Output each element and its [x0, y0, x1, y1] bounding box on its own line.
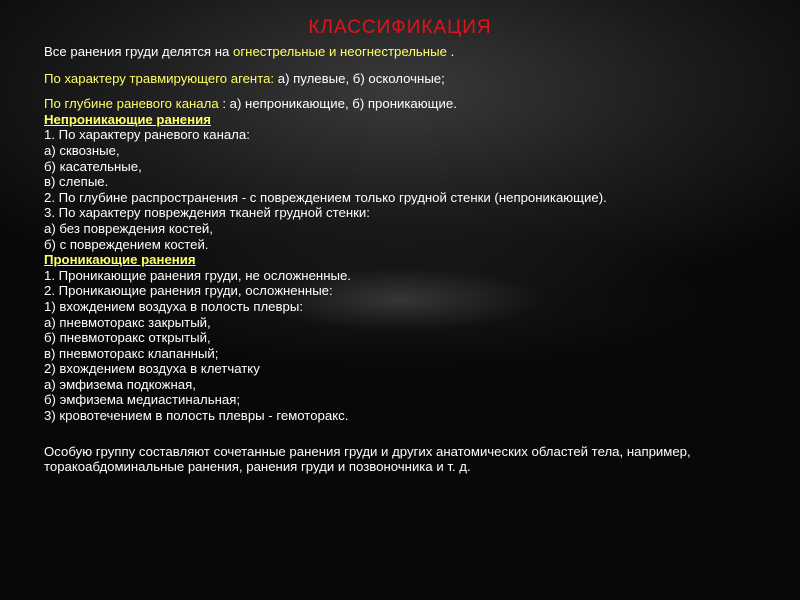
list-item: а) сквозные,: [44, 142, 120, 158]
list-item: 3. По характеру повреждения тканей грудной стенки:: [44, 205, 370, 221]
agent-text: а) пулевые, б) осколочные;: [274, 70, 445, 86]
list-item: 1. Проникающие ранения груди, не осложненные.: [44, 267, 351, 283]
list-item: б) касательные,: [44, 158, 142, 174]
nonpenetrating-list: [44, 127, 760, 252]
closing-paragraph: Особую группу составляют сочетанные ранения груди и других анатомических областей тела, например, торакоабдоминальные ранения, ранения груди и позвоночника и т. д.: [44, 443, 691, 475]
penetrating-heading: Проникающие ранения: [44, 252, 196, 268]
list-item: 1) вхождением воздуха в полость плевры:: [44, 298, 303, 314]
intro-text: Все ранения груди делятся на: [44, 44, 234, 59]
list-item: а) пневмоторакс закрытый,: [44, 314, 211, 330]
list-item: 1. По характеру раневого канала:: [44, 127, 250, 143]
intro-highlight: огнестрельные и неогнестрельные: [233, 44, 447, 59]
intro-line: [44, 44, 760, 60]
list-item: а) эмфизема подкожная,: [44, 376, 196, 392]
list-item: 2. По глубине распространения - с повреждением только грудной стенки (непроникающие).: [44, 189, 607, 205]
penetrating-list: [44, 268, 760, 424]
list-item: 3) кровотечением в полость плевры - гемоторакс.: [44, 408, 349, 424]
list-item: 2) вхождением воздуха в клетчатку: [44, 361, 260, 377]
list-item: б) пневмоторакс открытый,: [44, 330, 211, 346]
depth-text: : а) непроникающие, б) проникающие.: [218, 96, 457, 112]
agent-line: [44, 71, 760, 87]
list-item: б) с повреждением костей.: [44, 236, 209, 252]
list-item: б) эмфизема медиастинальная;: [44, 392, 241, 408]
depth-line: [44, 96, 760, 112]
list-item: в) слепые.: [44, 174, 109, 190]
intro-tail: .: [446, 44, 455, 59]
slide-title: КЛАССИФИКАЦИЯ: [308, 17, 492, 38]
list-item: в) пневмоторакс клапанный;: [44, 345, 219, 361]
list-item: а) без повреждения костей,: [44, 220, 213, 236]
depth-highlight: По глубине раневого канала: [44, 96, 219, 112]
nonpenetrating-heading: Непроникающие ранения: [44, 111, 211, 127]
agent-highlight: По характеру травмирующего агента:: [44, 70, 275, 86]
list-item: 2. Проникающие ранения груди, осложненные:: [44, 283, 333, 299]
slide-content: [44, 44, 760, 475]
